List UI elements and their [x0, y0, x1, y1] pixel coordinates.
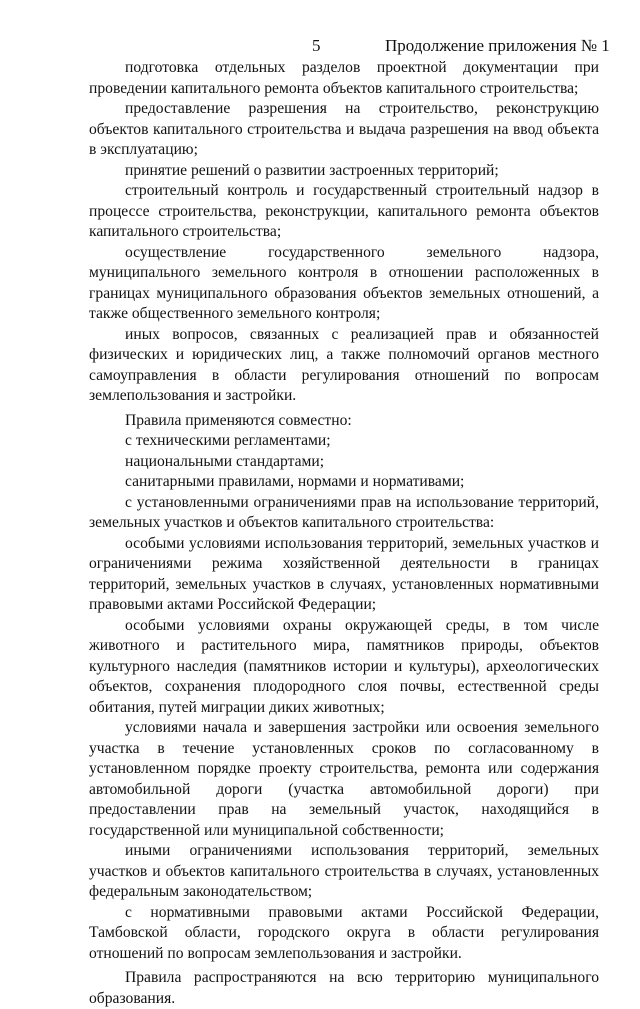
paragraph-13: особыми условиями охраны окружающей среды, в том числе животного и растительного мира, памятников природы, объектов культурного наследия (памятников истории и культуры), археологических объектов, сохранения плодородного слоя почвы, естественной среды обитания, путей миграции диких животных; [89, 616, 599, 716]
paragraph-11: с установленными ограничениями прав на использование территорий, земельных участков и объектов капитального строительства: [89, 493, 599, 531]
paragraph-5: осуществление государственного земельного надзора, муниципального земельного контроля в отношении расположенных в границах муниципального образования объектов земельных отношений, а также общественного земельного контроля; [89, 243, 599, 322]
paragraph-10: санитарными правилами, нормами и нормативами; [125, 473, 465, 490]
paragraph-17: Правила распространяются на всю территорию муниципального образования. [89, 969, 599, 1007]
paragraph-6: иных вопросов, связанных с реализацией прав и обязанностей физических и юридических лиц, а также полномочий органов местного самоуправления в области регулирования отношений по вопросам землепользования и застройки. [89, 325, 599, 404]
paragraph-8: с техническими регламентами; [125, 432, 331, 449]
paragraph-15: иными ограничениями использования территорий, земельных участков и объектов капитального строительства в случаях, установленных федеральным законодательством; [89, 842, 599, 900]
paragraph-1: подготовка отдельных разделов проектной документации при проведении капитального ремонта объектов капитального строительства; [89, 59, 599, 97]
paragraph-3: принятие решений о развитии застроенных территорий; [125, 161, 499, 179]
paragraph-16: с нормативными правовыми актами Российской Федерации, Тамбовской области, городского округа в области регулирования отношений по вопросам землепользования и застройки. [89, 903, 599, 962]
paragraph-12: особыми условиями использования территорий, земельных участков и ограничениями режима хозяйственной деятельности в границах территорий, земельных участков в случаях, установленных нормативными правовыми актами Российской Федерации; [89, 534, 599, 613]
appendix-title: Продолжение приложения № 1 [385, 36, 610, 55]
document-body [89, 58, 599, 1009]
page-number: 5 [312, 36, 321, 55]
paragraph-2: предоставление разрешения на строительство, реконструкцию объектов капитального строительства и выдача разрешения на ввод объекта в эксплуатацию; [89, 100, 599, 158]
page-header [0, 36, 640, 60]
paragraph-4: строительный контроль и государственный строительный надзор в процессе строительства, реконструкции, капитального ремонта объектов капитального строительства; [89, 182, 599, 240]
paragraph-14: условиями начала и завершения застройки или освоения земельного участка в течение установленных сроков по согласованному в установленном порядке проекту строительства, ремонта или содержания автомобильной дороги (участка автомобильной дороги) при предоставлении прав на земельный участок, находящийся в государственной или муниципальной собственности; [89, 719, 599, 839]
paragraph-9: национальными стандартами; [125, 452, 325, 470]
paragraph-7: Правила применяются совместно: [125, 411, 352, 429]
